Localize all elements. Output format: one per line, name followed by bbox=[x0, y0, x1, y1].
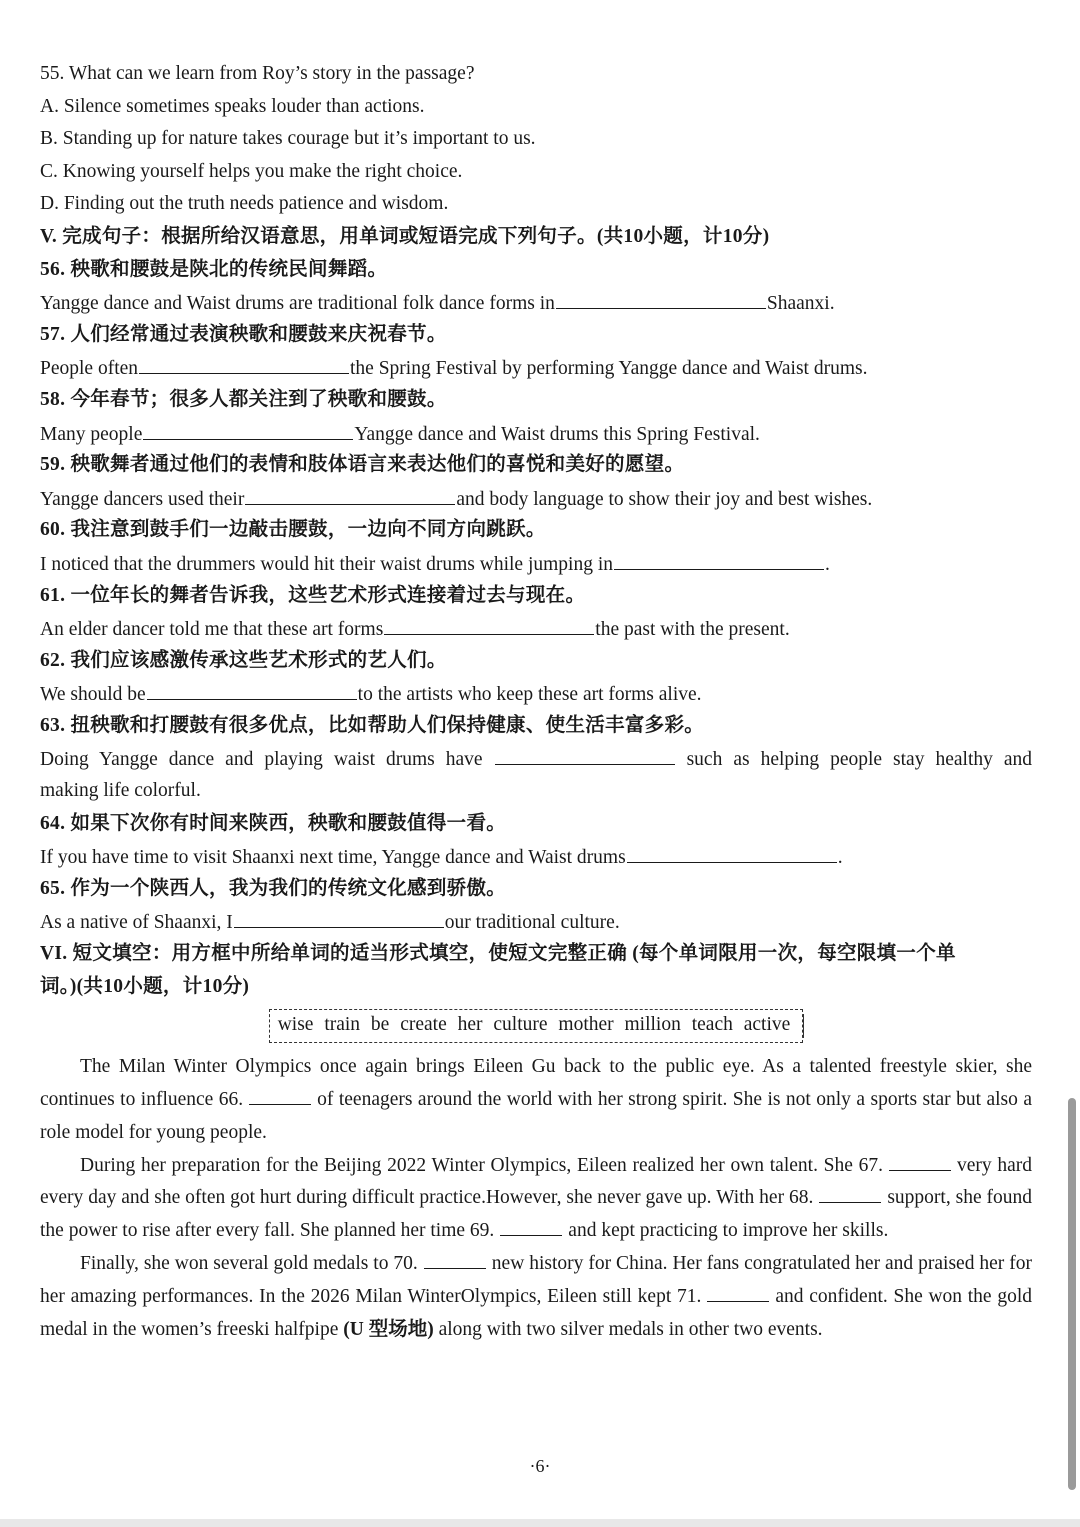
p2-text-d: and kept practicing to improve her skills. bbox=[568, 1220, 889, 1242]
p1-text-b: of teenagers around the world with her strong spirit. She is not only a sports star but also a role model for young people. bbox=[40, 1089, 1032, 1143]
q55-stem: 55. What can we learn from Roy’s story in the passage? bbox=[40, 63, 475, 84]
q61-blank[interactable] bbox=[384, 612, 594, 635]
q57-after: the Spring Festival by performing Yangge dance and Waist drums. bbox=[350, 358, 868, 380]
q65-after: our traditional culture. bbox=[444, 912, 620, 934]
scrollbar[interactable] bbox=[1068, 1098, 1076, 1490]
page-number: ·6· bbox=[529, 1456, 551, 1476]
blank-71[interactable] bbox=[707, 1281, 769, 1302]
bottom-edge bbox=[0, 1519, 1080, 1527]
q63-sentence bbox=[40, 742, 1032, 775]
q64-after: . bbox=[837, 847, 843, 869]
q56-before: Yangge dance and Waist drums are traditional folk dance forms in bbox=[40, 293, 555, 315]
word-box-wrapper bbox=[40, 1009, 1032, 1045]
q63-after: such as helping people stay healthy and bbox=[686, 749, 1033, 771]
q58-chinese: 58. 今年春节；很多人都关注到了秧歌和腰鼓。 bbox=[40, 388, 447, 410]
q65-blank[interactable] bbox=[234, 905, 444, 928]
q61-before: An elder dancer told me that these art forms bbox=[40, 619, 384, 641]
blank-67[interactable] bbox=[889, 1150, 951, 1171]
q64-before: If you have time to visit Shaanxi next time, Yangge dance and Waist drums bbox=[40, 847, 626, 869]
p3-text-c: and confident. She won the gold medal in the women’s freeski halfpipe bbox=[40, 1285, 1032, 1340]
q64-chinese: 64. 如果下次你有时间来陕西，秧歌和腰鼓值得一看。 bbox=[40, 812, 507, 834]
p3-text-d: along with two silver medals in other two events. bbox=[438, 1318, 823, 1340]
q64-blank[interactable] bbox=[627, 840, 837, 863]
q61-after: the past with the present. bbox=[595, 619, 790, 641]
blank-70[interactable] bbox=[424, 1248, 486, 1269]
q62-blank[interactable] bbox=[147, 677, 357, 700]
p2-text-b: very hard every day and she often got hurt during difficult practice.However, she never gave up. With her 68. bbox=[40, 1154, 1032, 1209]
q55-option-a: A. Silence sometimes speaks louder than actions. bbox=[40, 95, 425, 117]
q63-chinese: 63. 扭秧歌和打腰鼓有很多优点，比如帮助人们保持健康、使生活丰富多彩。 bbox=[40, 714, 705, 736]
q58-sentence bbox=[40, 417, 1032, 450]
q57-before: People often bbox=[40, 358, 139, 380]
q58-after: Yangge dance and Waist drums this Spring Festival. bbox=[354, 423, 760, 445]
blank-69[interactable] bbox=[500, 1215, 562, 1236]
q62-chinese: 62. 我们应该感激传承这些艺术形式的艺人们。 bbox=[40, 649, 447, 671]
q59-blank[interactable] bbox=[245, 482, 455, 505]
q60-sentence bbox=[40, 547, 1032, 580]
q57-chinese: 57. 人们经常通过表演秧歌和腰鼓来庆祝春节。 bbox=[40, 323, 447, 345]
q64-sentence bbox=[40, 840, 1032, 873]
q56-after: Shaanxi. bbox=[766, 293, 835, 315]
q63-continuation: making life colorful. bbox=[40, 780, 201, 802]
section5-heading: V. 完成句子：根据所给汉语意思，用单词或短语完成下列句子。(共10小题，计10分) bbox=[40, 225, 770, 247]
q57-sentence bbox=[40, 351, 1032, 384]
q59-sentence bbox=[40, 482, 1032, 515]
q62-after: to the artists who keep these art forms alive. bbox=[357, 684, 702, 706]
q60-blank[interactable] bbox=[614, 547, 824, 570]
q63-blank[interactable] bbox=[495, 742, 675, 765]
q55-option-b: B. Standing up for nature takes courage but it’s important to us. bbox=[40, 128, 536, 150]
q56-sentence bbox=[40, 286, 1032, 319]
section6-heading-line2: 词。)(共10小题，计10分) bbox=[40, 975, 250, 997]
q56-blank[interactable] bbox=[556, 286, 766, 309]
p2-text-a: During her preparation for the Beijing 2022 Winter Olympics, Eileen realized her own talent. She 67. bbox=[80, 1154, 883, 1176]
blank-68[interactable] bbox=[819, 1182, 881, 1203]
q60-chinese: 60. 我注意到鼓手们一边敲击腰鼓，一边向不同方向跳跃。 bbox=[40, 519, 546, 541]
q59-before: Yangge dancers used their bbox=[40, 488, 245, 510]
blank-66[interactable] bbox=[249, 1084, 311, 1105]
q62-sentence bbox=[40, 677, 1032, 710]
q59-after: and body language to show their joy and best wishes. bbox=[456, 488, 873, 510]
p3-text-a: Finally, she won several gold medals to 70. bbox=[80, 1253, 418, 1274]
q55-option-d: D. Finding out the truth needs patience and wisdom. bbox=[40, 193, 449, 215]
p3-chinese-note: (U 型场地) bbox=[343, 1318, 434, 1340]
exam-page bbox=[40, 58, 1032, 1346]
q61-chinese: 61. 一位年长的舞者告诉我，这些艺术形式连接着过去与现在。 bbox=[40, 584, 586, 606]
passage-paragraph-2 bbox=[40, 1150, 1032, 1248]
q65-chinese: 65. 作为一个陕西人，我为我们的传统文化感到骄傲。 bbox=[40, 877, 507, 899]
q62-before: We should be bbox=[40, 684, 146, 706]
q55-option-c: C. Knowing yourself helps you make the right choice. bbox=[40, 160, 463, 182]
q60-before: I noticed that the drummers would hit their waist drums while jumping in bbox=[40, 553, 613, 575]
q59-chinese: 59. 秧歌舞者通过他们的表情和肢体语言来表达他们的喜悦和美好的愿望。 bbox=[40, 454, 685, 476]
q63-before: Doing Yangge dance and playing waist drums have bbox=[40, 749, 483, 771]
p2-text-c: support, she found the power to rise after every fall. She planned her time 69. bbox=[40, 1187, 1032, 1242]
word-box: wise train be create her culture mother million teach active bbox=[269, 1009, 804, 1043]
p1-text-a: The Milan Winter Olympics once again brings Eileen Gu back to the public eye. As a talented freestyle skier, she continues to influence 66. bbox=[40, 1056, 1032, 1111]
p3-text-b: new history for China. Her fans congratulated her and praised her for her amazing performances. In the 2026 Milan WinterOlympics, Eileen still kept 71. bbox=[40, 1253, 1032, 1307]
q65-before: As a native of Shaanxi, I bbox=[40, 912, 233, 934]
passage-paragraph-3 bbox=[40, 1248, 1032, 1346]
section6-heading-line1: VI. 短文填空：用方框中所给单词的适当形式填空，使短文完整正确 (每个单词限用一次，每空限填一个单 bbox=[40, 943, 956, 965]
q56-chinese: 56. 秧歌和腰鼓是陕北的传统民间舞蹈。 bbox=[40, 258, 388, 280]
q57-blank[interactable] bbox=[139, 351, 349, 374]
passage-paragraph-1 bbox=[40, 1051, 1032, 1149]
q58-blank[interactable] bbox=[143, 417, 353, 440]
q61-sentence bbox=[40, 612, 1032, 645]
q58-before: Many people bbox=[40, 423, 143, 445]
q60-after: . bbox=[825, 553, 830, 575]
q65-sentence bbox=[40, 905, 1032, 938]
